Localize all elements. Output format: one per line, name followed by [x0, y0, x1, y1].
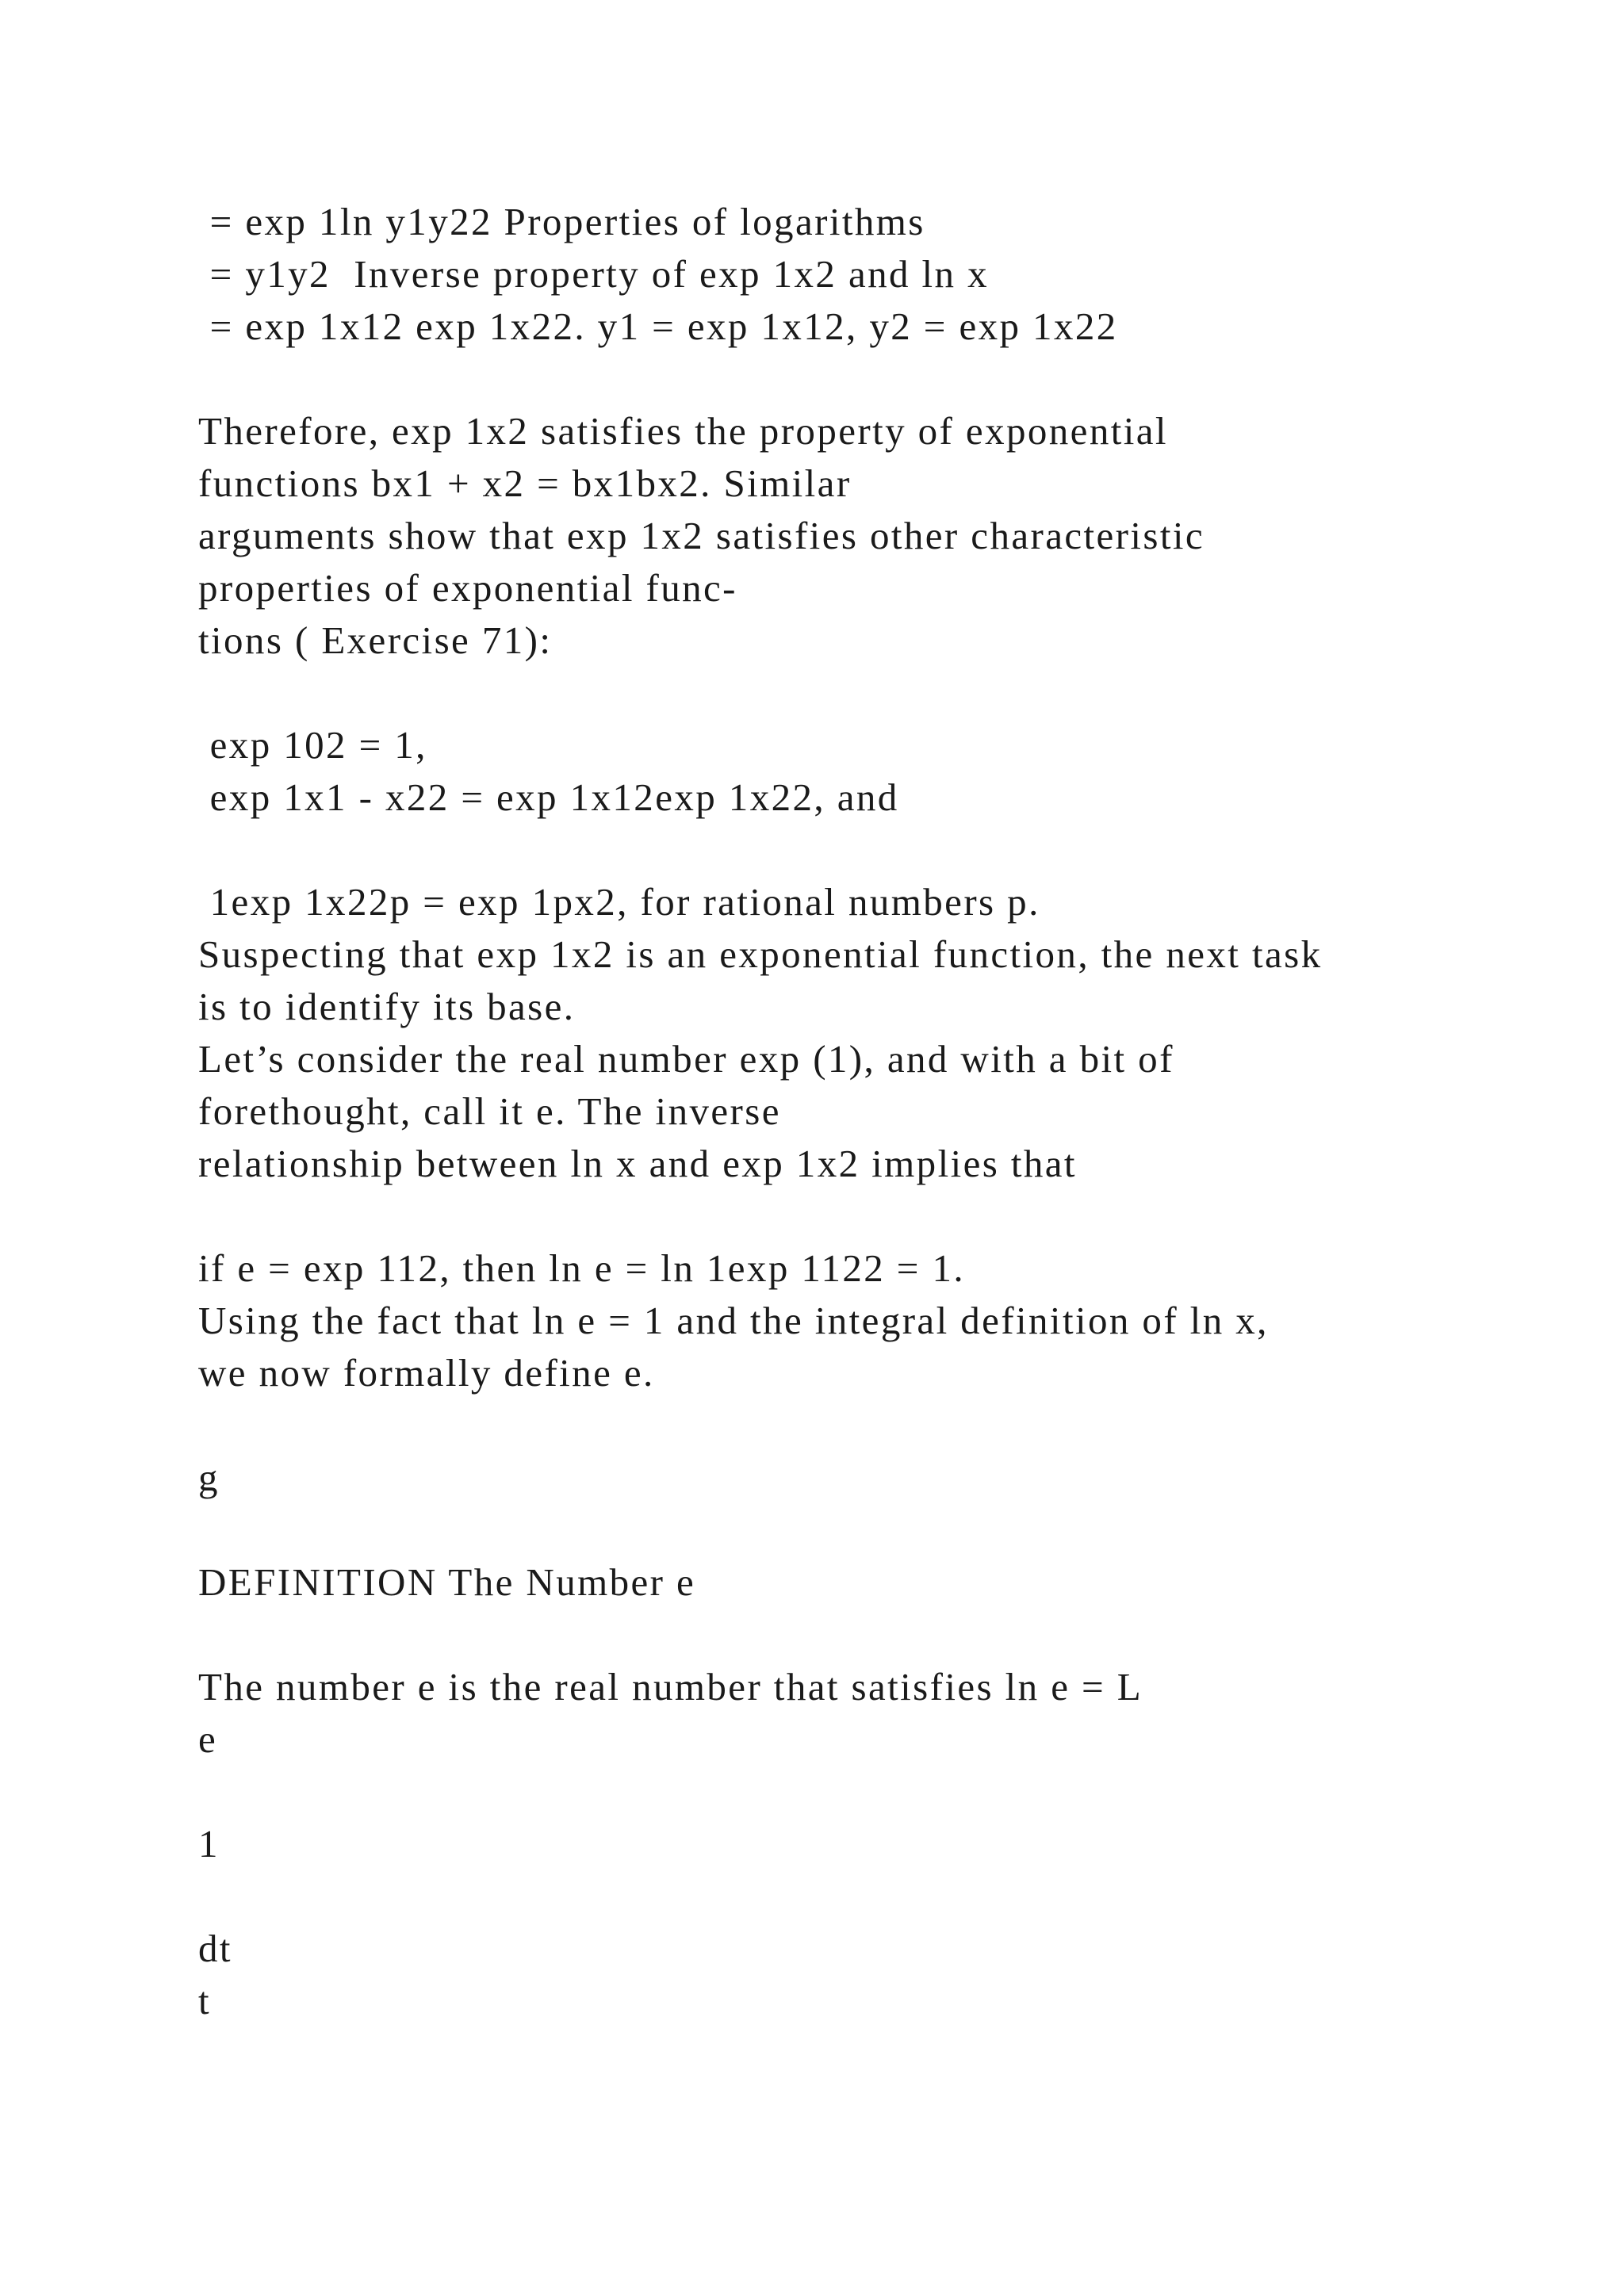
text-line: dt	[198, 1927, 232, 1970]
text-line: if e = exp 112, then ln e = ln 1exp 1122 = 1.	[198, 1246, 966, 1290]
text-line: = exp 1x12 exp 1x22. y1 = exp 1x12, y2 = exp 1x22	[198, 304, 1118, 348]
text-line: Therefore, exp 1x2 satisfies the property of exponential	[198, 409, 1168, 453]
text-line: The number e is the real number that satisfies ln e = L	[198, 1665, 1143, 1709]
text-line: Let’s consider the real number exp (1), and with a bit of	[198, 1037, 1174, 1081]
text-line: exp 102 = 1,	[198, 723, 427, 767]
text-line: tions ( Exercise 71):	[198, 618, 553, 662]
text-line: Suspecting that exp 1x2 is an exponential function, the next task	[198, 932, 1323, 976]
text-line: properties of exponential func-	[198, 566, 737, 610]
text-line: relationship between ln x and exp 1x2 implies that	[198, 1142, 1077, 1185]
text-line: 1exp 1x22p = exp 1px2, for rational numbers p.	[198, 880, 1040, 924]
text-line: arguments show that exp 1x2 satisfies other characteristic	[198, 514, 1205, 557]
text-line: = exp 1ln y1y22 Properties of logarithms	[198, 200, 925, 243]
text-line: forethought, call it e. The inverse	[198, 1089, 781, 1133]
text-line: we now formally define e.	[198, 1351, 655, 1395]
text-line: t	[198, 1979, 212, 2022]
text-line: functions bx1 + x2 = bx1bx2. Similar	[198, 461, 852, 505]
definition-heading: DEFINITION The Number e	[198, 1560, 696, 1604]
text-line: = y1y2 Inverse property of exp 1x2 and ln x	[198, 252, 990, 296]
text-line: e	[198, 1717, 218, 1761]
text-line: is to identify its base.	[198, 985, 576, 1028]
text-line: 1	[198, 1822, 220, 1866]
text-line: exp 1x1 - x22 = exp 1x12exp 1x22, and	[198, 775, 899, 819]
text-line: Using the fact that ln e = 1 and the integral definition of ln x,	[198, 1299, 1269, 1342]
text-line: g	[198, 1456, 220, 1499]
